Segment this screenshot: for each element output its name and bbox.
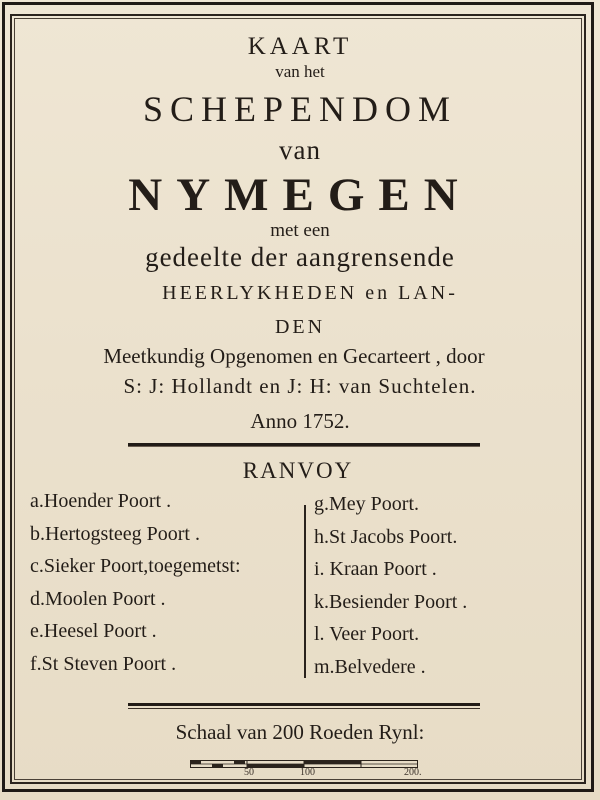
legend-column-divider xyxy=(304,505,306,678)
title-authors: S: J: Hollandt en J: H: van Suchtelen. xyxy=(123,374,477,398)
scale-tick-label: 200. xyxy=(404,767,422,778)
title-year: Anno 1752. xyxy=(250,409,350,433)
legend-item: k.Besiender Poort . xyxy=(314,590,468,613)
title-van-het: van het xyxy=(275,62,325,81)
title-kaart: KAART xyxy=(247,33,353,60)
legend-list-left xyxy=(30,485,241,680)
legend-item: a.Hoender Poort . xyxy=(30,490,172,512)
legend-heading: RANVOY xyxy=(242,458,354,483)
legend-item: b.Hertogsteeg Poort . xyxy=(30,522,200,545)
title-heerlykheden: HEERLYKHEDEN en LAN- xyxy=(162,282,458,304)
legend-item: h.St Jacobs Poort. xyxy=(314,525,458,548)
scale-tick-label: 50 xyxy=(244,767,254,778)
legend-list-right xyxy=(314,488,467,683)
legend-item: f.St Steven Poort . xyxy=(30,652,177,675)
title-surveyed: Meetkundig Opgenomen en Gecarteert , door xyxy=(103,344,485,368)
divider-rule-bottom xyxy=(128,703,480,706)
divider-rule-bottom-fine xyxy=(128,708,480,709)
title-schependom: SCHEPENDOM xyxy=(142,89,458,129)
legend-item: m.Belvedere . xyxy=(314,655,426,678)
title-den: DEN xyxy=(274,316,326,338)
title-van: van xyxy=(279,135,321,165)
legend-item: i. Kraan Poort . xyxy=(314,558,437,580)
title-gedeelte: gedeelte der aangrensende xyxy=(145,242,455,272)
divider-rule-top xyxy=(128,443,480,447)
legend-item: g.Mey Poort. xyxy=(314,493,419,515)
legend-item: l. Veer Poort. xyxy=(314,623,420,645)
legend-item: d.Moolen Poort . xyxy=(30,587,166,610)
legend-item: e.Heesel Poort . xyxy=(30,620,157,642)
title-nymegen: NYMEGEN xyxy=(128,169,472,221)
scale-label: Schaal van 200 Roeden Rynl: xyxy=(175,720,425,744)
scale-tick-label: 100 xyxy=(300,767,315,778)
title-met-een: met een xyxy=(270,220,330,241)
legend-item: c.Sieker Poort,toegemetst: xyxy=(30,555,241,577)
